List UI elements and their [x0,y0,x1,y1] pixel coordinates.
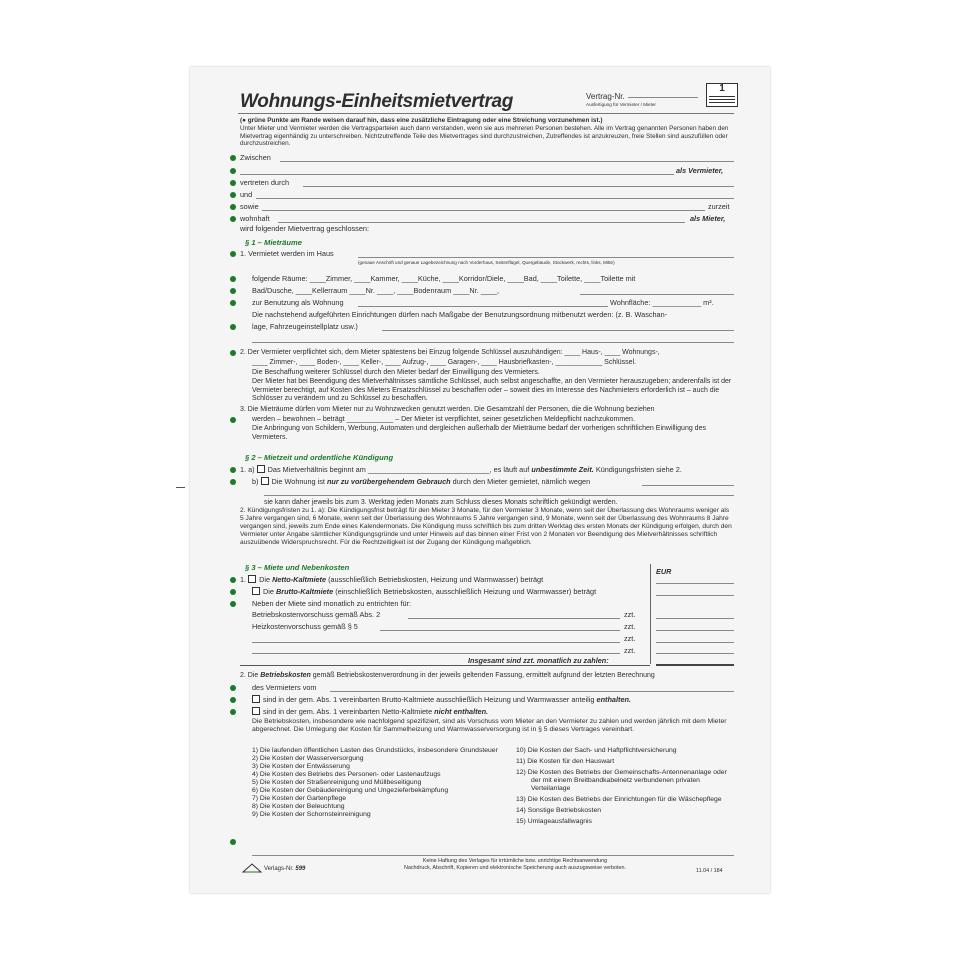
liability-line-2: Nachdruck, Abschrift, Kopieren und elektronische Speicherung auch auszugsweise verboten. [403,865,627,871]
term-a-bold: unbestimmte Zeit. [531,465,594,474]
entry-marker [230,155,236,161]
cost-item: 8) Die Kosten der Beleuchtung [252,803,345,810]
total-rule [240,665,650,666]
included-option [252,695,631,704]
rent-item-number: 1. [240,575,247,584]
other-costs-field[interactable] [252,855,734,856]
landlord-calc-label: des Vermieters vom [252,683,317,692]
cost-item: 15) Umlageausfallwagnis [516,818,592,825]
cost-item: 6) Die Kosten der Gebäudereinigung und Ungezieferbekämpfung [252,787,449,794]
rooms-line-2: Bad/Dusche, ____Kellerraum ____Nr. ____, ____Bodenraum ____Nr. ____, [252,286,500,295]
facilities-field[interactable] [382,330,734,331]
landlord-address-field[interactable] [240,174,674,175]
section2-heading: § 2 – Mietzeit und ordentliche Kündigung [245,453,394,462]
eur-column [650,564,651,664]
gross-rent-amount[interactable] [656,595,734,596]
gross-rent-label: Brutto-Kaltmiete [275,587,334,596]
contract-page [190,67,770,893]
contract-number-label: Vertrag-Nr. [586,92,625,101]
costs-not-included-checkbox[interactable] [252,707,260,715]
section1-heading: § 1 – Mieträume [245,238,302,247]
entry-marker [230,839,236,845]
operating-costs-text: gemäß Betriebskostenverordnung in der jeweils geltenden Fassung, ermittelt aufgrund der letzten Berechnung [312,672,655,679]
entry-marker [230,697,236,703]
copy-number: 1 [719,83,725,94]
not-included-bold: nicht enthalten. [434,707,489,716]
gross-rent-checkbox[interactable] [252,587,260,595]
rent-die: Die [259,575,271,584]
persons-count-text: werden – bewohnen – beträgt ____________ – Der Mieter ist verpflichtet, seiner gesetzlichen Meldepflicht nachzukommen. [252,416,635,423]
reason-field-2[interactable] [264,495,734,496]
shared-facilities-text-2: lage, Fahrzeugeinstellplatz usw.) [252,322,358,331]
entry-marker [230,276,236,282]
cost-item: 13) Die Kosten des Betriebs der Einrichtungen für die Wäschepflege [516,796,722,803]
entry-marker [230,479,236,485]
notice-periods-text: 2. Kündigungsfristen zu 1. a): Die Kündigungsfrist beträgt für den Mieter 3 Monate, für den Vermieter 3 Monate, wenn seit der Überlassung des Wohnraums weniger als 5 Jahre vergangen sind, 6 Monate, wenn seit der Überlassung des Wohnraums 5 Jahre vergangen sind, 9 Monate, wenn seit der Überlassung des Wohnraums 8 Jahre vergangen sind, jeweils zum Ende eines Kalendermonats. Die Kündigung muss schriftlich bis zum dritten Werktag des ersten Monats der Kündigung erfolgen, durch den Vermieter unter Angabe sämtlicher Kündigungsgründe und unter Hinweis auf das binnen einer Frist von 2 Monaten vor Beendigung des Mietverhältnisses schriftlich auszuübende Widerspruchsrecht. Für die Rechtzeitigkeit ist der Zugang der Kündigung maßgeblich. [240,507,732,546]
living-area-field: Wohnfläche: ____________ m². [610,298,714,307]
cost-item: 3) Die Kosten der Entwässerung [252,763,350,770]
cost-item: 11) Die Kosten für den Hauswart [516,758,615,765]
gross-rent-option [252,587,596,596]
term-b-tail: durch den Mieter gemietet, nämlich wegen [452,477,591,486]
not-included-option [252,707,488,716]
term-option-a [240,465,682,474]
tenant-address-field[interactable] [278,222,685,223]
cost-list-right [516,747,734,826]
operating-cost-amount[interactable] [656,618,734,619]
intro-paragraph: Unter Mieter und Vermieter werden die Vertragsparteien auch dann verstanden, wenn sie aus mehreren Personen bestehen. Alle im Vertrag genannten Personen haben den Mietvertrag eigenhändig zu unterschreiben. Nichtzutreffende Teile des Mietvertrages sind durchzustreichen, Zutreffendes ist anzukreuzen, freie Stellen sind auszufüllen oder durchzustreichen. [240,125,729,148]
extra-cost-field-2[interactable] [252,653,620,654]
keys-return-text: Der Mieter hat bei Beendigung des Mietverhältnisses sämtliche Schlüssel, auch selbst angeschaffte, an den Vermieter herauszugeben; anderenfalls ist der Vermieter berechtigt, auf Kosten des Mieters Ersatzschlüssel zu beschaffen oder – soweit dies im Interesse des Nachmieters erforderlich ist – auch die Schlösser zu verändern und zu Schlüssel zu beschaffen. [252,378,732,402]
entry-marker [230,216,236,222]
operating-cost-advance-label: Betriebskostenvorschuss gemäß Abs. 2 [252,610,381,619]
publisher-logo [242,863,262,873]
represented-by-label: vertreten durch [240,178,290,187]
stack-line [709,102,735,105]
operating-costs-bold: Betriebskosten [260,672,311,679]
term-b-text: Die Wohnung ist [271,477,325,486]
total-monthly-label: Insgesamt sind zzt. monatlich zu zahlen: [468,656,609,665]
landlord-name-field[interactable] [280,161,734,162]
contract-number-block [586,93,656,109]
publisher-id: 599 [295,866,306,872]
currently-label: zurzeit [708,202,730,211]
contract-concluded-text: wird folgender Mietvertrag geschlossen: [240,224,369,233]
tenant2-field[interactable] [262,210,705,211]
entry-marker [230,685,236,691]
gross-rent-text: (einschließlich Betriebskosten, ausschließlich Heizung und Warmwasser) beträgt [335,587,597,596]
entry-marker [230,589,236,595]
heating-advance-field[interactable] [380,630,620,631]
temporary-use-checkbox[interactable] [261,477,269,485]
not-included-text: sind in der gem. Abs. 1 vereinbarten Netto-Kaltmiete [263,707,433,716]
residential-use-text: 3. Die Mieträume dürfen vom Mieter nur zu Wohnzwecken genutzt werden. Die Gesamtzahl der Personen, die die Wohnung beziehen [240,406,655,413]
term-option-b [252,477,590,486]
entry-marker [230,251,236,257]
entry-marker [230,577,236,583]
cost-item: 2) Die Kosten der Wasserversorgung [252,755,364,762]
included-text: sind in der gem. Abs. 1 vereinbarten Brutto-Kaltmiete ausschließlich Heizung und Warmwasser anteilig [263,695,595,704]
keys-item-line2: ____ Zimmer-, ____ Boden-, ____ Keller-, ____ Aufzug-, ____ Garagen-, ____ Hausbriefkasten-, ____________ Schlüssel. [252,359,637,366]
operating-costs-number: 2. Die [240,672,259,679]
additional-payments-label: Neben der Miete sind monatlich zu entrichten für: [252,599,411,608]
term-a-text: Das Mietverhältnis beginnt am ______________________________, es läuft auf [267,465,530,474]
and-label: und [240,190,253,199]
extra-cost-amount-2[interactable] [656,653,734,654]
residing-label: wohnhaft [240,214,270,223]
header-rule [238,113,734,114]
operating-cost-advance-field[interactable] [408,618,620,619]
entry-marker [230,417,236,423]
form-code: 11.04 / 184 [696,868,723,874]
temporary-notice-text: sie kann daher jeweils bis zum 3. Werktag jeden Monats zum Schluss dieses Monats schriftlich gekündigt werden. [264,499,618,506]
publisher-number [264,865,305,874]
net-rent-checkbox[interactable] [248,575,256,583]
zwischen-label: Zwischen [240,153,271,162]
term-a-tail: Kündigungsfristen siehe 2. [595,465,682,474]
entry-marker [230,324,236,330]
use-as-flat-label: zur Benutzung als Wohnung [252,298,344,307]
green-dot-note: (● grüne Punkte am Rande weisen darauf hin, dass eine zusätzliche Eintragung oder eine Streichung vorzunehmen ist.) [240,117,603,124]
extra-cost-amount[interactable] [656,642,734,643]
fold-mark [176,487,185,488]
rooms-extra-field[interactable] [580,294,734,295]
rooms-line-1: folgende Räume: ____Zimmer, ____Kammer, ____Küche, ____Korridor/Diele, ____Bad, ____Toilette, ____Toilette mit [252,274,636,283]
unlimited-term-checkbox[interactable] [257,465,265,473]
zzt-label: zzt. [624,646,636,655]
entry-marker [230,180,236,186]
costs-included-checkbox[interactable] [252,695,260,703]
representative-field[interactable] [303,186,734,187]
entry-marker [230,467,236,473]
term-b-letter: b) [252,477,259,486]
keys-item-line1: 2. Der Vermieter verpflichtet sich, dem Mieter spätestens bei Einzug folgende Schlüssel auszuhändigen: ____ Haus-, ____ Wohnungs-, [240,349,660,356]
cost-item: 14) Sonstige Betriebskosten [516,807,602,814]
entry-marker [230,300,236,306]
shared-facilities-text: Die nachstehend aufgeführten Einrichtungen dürfen nach Maßgabe der Benutzungsordnung mitbenutzt werden: (z. B. Waschan- [252,310,668,319]
cost-item: 5) Die Kosten der Straßenreinigung und Müllbeseitigung [252,779,422,786]
document-title: Wohnungs-Einheitsmietvertrag [240,91,514,112]
rent-die-2: Die [263,587,274,596]
publisher-label: Verlags-Nr. [264,866,294,872]
premises-item: 1. Vermietet werden im Haus [240,249,334,258]
advance-payment-text: Die Betriebskosten, insbesondere wie nachfolgend spezifiziert, sind als Vorschuss vom Mieter an den Vermieter zu zahlen und werden jährlich mit dem Mieter abgerechnet. Die Umlegung der Kosten für Sammelheizung und Warmwasserversorgung ist in § 5 dieses Vertrages vereinbart. [252,718,727,733]
as-landlord-label: als Vermieter, [676,166,724,175]
heating-advance-label: Heizkostenvorschuss gemäß § 5 [252,622,358,631]
tenant1-field[interactable] [256,198,734,199]
net-rent-amount[interactable] [656,583,734,584]
contract-number-field[interactable] [628,97,698,98]
usage-field[interactable] [358,306,608,307]
heating-amount[interactable] [656,630,734,631]
cost-item: 4) Die Kosten des Betriebs des Personen- oder Lastenaufzugs [252,771,441,778]
entry-marker [230,192,236,198]
cost-item: 7) Die Kosten der Gartenpflege [252,795,347,802]
entry-marker [230,601,236,607]
copy-number-badge [706,83,738,107]
reason-field[interactable] [642,485,734,486]
zzt-label: zzt. [624,634,636,643]
section3-heading: § 3 – Miete und Nebenkosten [245,563,350,572]
entry-marker [230,350,236,356]
extra-cost-field[interactable] [252,642,620,643]
facilities-field-2[interactable] [252,342,734,343]
entry-marker [230,204,236,210]
cost-item: 9) Die Kosten der Schornsteinreinigung [252,811,371,818]
net-rent-text: (ausschließlich Betriebskosten, Heizung und Warmwasser) beträgt [328,575,544,584]
net-rent-option [240,575,543,584]
cost-item: 10) Die Kosten der Sach- und Haftpflichtversicherung [516,747,677,754]
copy-designation: Ausfertigung für Vermieter / Mieter [586,102,656,107]
net-rent-label: Netto-Kaltmiete [272,575,327,584]
entry-marker [230,709,236,715]
zzt-label: zzt. [624,610,636,619]
term-b-bold: nur zu vorübergehendem Gebrauch [326,477,451,486]
cost-list-left [252,747,498,819]
entry-marker [230,288,236,294]
calculation-date-field[interactable] [330,691,734,692]
included-bold: enthalten. [596,695,631,704]
term-a-number: 1. a) [240,465,255,474]
zzt-label: zzt. [624,622,636,631]
keys-consent-text: Die Beschaffung weiterer Schlüssel durch den Mieter bedarf der Einwilligung des Vermieters. [252,369,540,376]
eur-label: EUR [656,567,672,576]
as-tenant-label: als Mieter, [690,214,726,223]
operating-costs-item [240,671,655,680]
entry-marker [230,168,236,174]
signage-text: Die Anbringung von Schildern, Werbung, Automaten und dergleichen außerhalb der Mieträume bedarf der vorherigen schriftlichen Einwilligung des Vermieters. [252,425,706,441]
total-amount-field[interactable] [656,664,734,666]
cost-item: 12) Die Kosten des Betriebs der Gemeinschafts-Antennenanlage oder der mit einem Breitbandkabelnetz verbundenen privaten Verteilanlage [516,769,727,792]
as-well-label: sowie [240,202,259,211]
liability-note [380,858,650,872]
cost-item: 1) Die laufenden öffentlichen Lasten des Grundstücks, insbesondere Grundsteuer [252,747,498,754]
address-hint: (genaue Anschrift und genaue Lagebezeichnung nach Vorderhaus, Seitenflügel, Quergebäude, Stockwerk, rechts, links, Mitte) [358,260,615,265]
liability-line-1: Keine Haftung des Verlages für irrtümliche bzw. unrichtige Rechtsanwendung [422,858,608,864]
